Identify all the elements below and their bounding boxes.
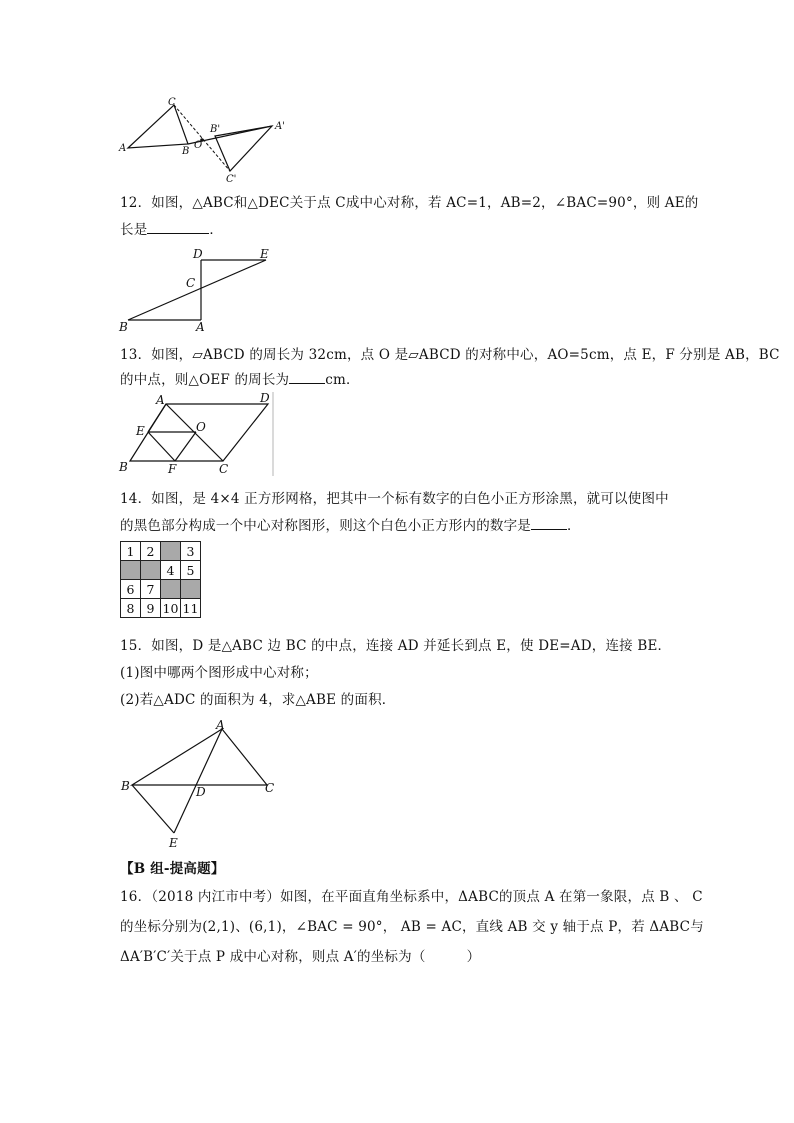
q13-label-B: B <box>119 460 128 474</box>
label-O: O <box>194 140 203 151</box>
q13-answer-blank[interactable] <box>289 371 325 384</box>
q15-label-D: D <box>196 785 206 799</box>
label-C: C <box>168 97 176 108</box>
q16-line-1: 16．（2018 内江市中考）如图，在平面直角坐标系中，ΔABC的顶点 A 在第一象限，点 B 、 C <box>120 889 703 905</box>
grid-cell: 3 <box>181 542 201 561</box>
grid-cell-dark <box>161 542 181 561</box>
grid-row <box>121 599 201 618</box>
q14-line-2-suffix: ． <box>567 518 581 534</box>
q12-label-E: E <box>260 247 269 261</box>
grid-row <box>121 542 201 561</box>
label-C-prime: C' <box>226 174 237 185</box>
q13-label-C: C <box>219 462 229 476</box>
q12-line-2-suffix: ． <box>209 222 224 238</box>
q13-label-O: O <box>196 420 206 434</box>
q15-line-3: (2)若△ADC 的面积为 4，求△ABE 的面积． <box>120 692 396 708</box>
grid-cell: 10 <box>161 599 181 618</box>
grid-cell: 6 <box>121 580 141 599</box>
q13-label-E: E <box>136 424 145 438</box>
q13-line-2 <box>120 371 360 389</box>
q15-label-B: B <box>121 779 130 793</box>
label-B-prime: B' <box>210 124 221 135</box>
q13-label-F: F <box>168 462 177 476</box>
q12-answer-blank[interactable] <box>147 221 209 234</box>
q12-line-1: 12．如图，△ABC和△DEC关于点 C成中心对称，若 AC=1，AB=2，∠BAC=90°，则 AE的 <box>120 195 699 211</box>
q12-label-D: D <box>193 247 203 261</box>
section-b-heading: 【B 组-提高题】 <box>120 861 225 877</box>
grid-cell: 11 <box>181 599 201 618</box>
figure-q12 <box>112 243 282 333</box>
figure-q13-parallelogram <box>112 390 277 480</box>
q16-line-3: ΔA′B′C′关于点 P 成中心对称，则点 A′的坐标为（ ） <box>120 949 481 965</box>
figure-symmetric-triangles <box>112 95 302 185</box>
q12-label-B: B <box>119 320 128 334</box>
q14-number-grid <box>120 541 201 618</box>
label-B: B <box>182 146 190 157</box>
q14-line-2-prefix: 的黑色部分构成一个中心对称图形，则这个白色小正方形内的数字是 <box>120 518 531 534</box>
grid-cell: 1 <box>121 542 141 561</box>
figure-q15-triangle <box>115 715 290 855</box>
q12-label-C: C <box>186 276 196 290</box>
grid-row <box>121 561 201 580</box>
q13-label-D: D <box>260 391 270 405</box>
grid-cell: 7 <box>141 580 161 599</box>
q14-line-1: 14．如图，是 4×4 正方形网格，把其中一个标有数字的白色小正方形涂黑，就可以使图中 <box>120 491 669 507</box>
q13-label-A: A <box>156 393 165 407</box>
grid-cell: 2 <box>141 542 161 561</box>
q14-line-2 <box>120 517 581 535</box>
q12-label-A: A <box>196 320 205 334</box>
grid-cell: 4 <box>161 561 181 580</box>
q15-label-A: A <box>216 718 225 732</box>
label-A-prime: A' <box>275 121 285 132</box>
q15-line-1: 15．如图，D 是△ABC 边 BC 的中点，连接 AD 并延长到点 E，使 DE=AD，连接 BE． <box>120 638 672 654</box>
q15-line-2: (1)图中哪两个图形成中心对称； <box>120 665 318 681</box>
grid-cell: 8 <box>121 599 141 618</box>
grid-cell: 9 <box>141 599 161 618</box>
grid-cell-dark <box>181 580 201 599</box>
q12-line-2-prefix: 长是 <box>120 222 148 238</box>
q13-line-2-prefix: 的中点，则△OEF 的周长为 <box>120 372 290 388</box>
label-A: A <box>119 143 127 154</box>
grid-cell-dark <box>141 561 161 580</box>
grid-row <box>121 580 201 599</box>
q15-label-E: E <box>169 836 178 850</box>
q13-line-2-suffix: cm． <box>325 372 360 388</box>
q14-answer-blank[interactable] <box>531 517 567 530</box>
q16-line-2: 的坐标分别为(2,1)、(6,1)，∠BAC = 90°， AB = AC，直线 AB 交 y 轴于点 P，若 ΔABC与 <box>120 919 704 935</box>
grid-cell-dark <box>121 561 141 580</box>
grid-cell: 5 <box>181 561 201 580</box>
grid-cell-dark <box>161 580 181 599</box>
q12-line-2 <box>120 221 223 239</box>
q15-label-C: C <box>265 781 275 795</box>
q13-line-1: 13．如图，▱ABCD 的周长为 32cm，点 O 是▱ABCD 的对称中心，AO=5cm，点 E，F 分别是 AB，BC <box>120 347 780 363</box>
